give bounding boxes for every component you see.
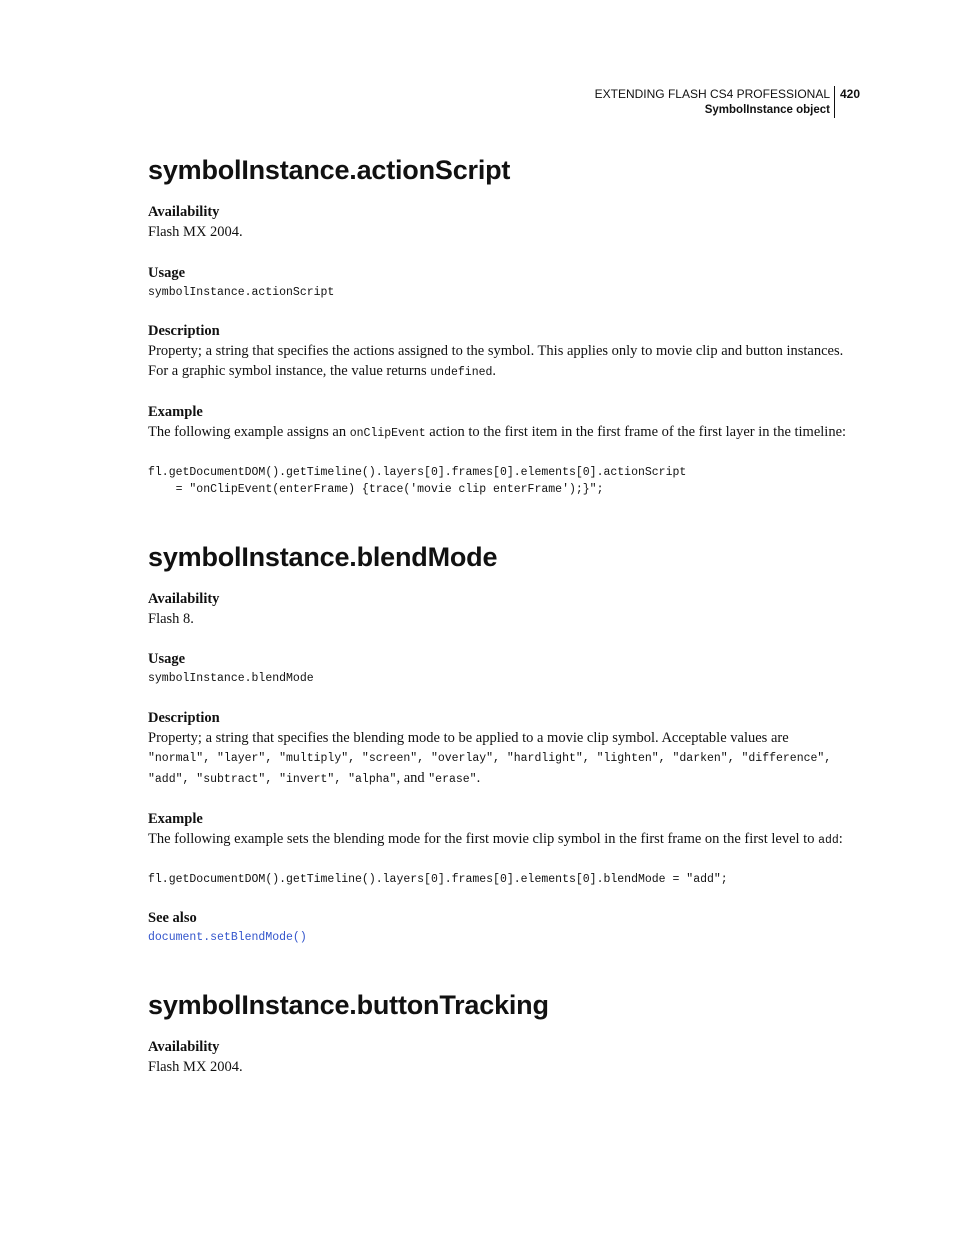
usage-heading: Usage <box>148 651 186 667</box>
description-text-part: Property; a string that specifies the actions assigned to the symbol. This applies only to movie clip and button instances. For a graphic symbol instance, the value returns <box>148 343 844 379</box>
example-text-part: The following example sets the blending mode for the first movie clip symbol in the first frame on the first level to <box>148 831 819 847</box>
inline-code: undefined <box>430 365 493 379</box>
description-text-part: . <box>492 362 497 379</box>
usage-code: symbolInstance.blendMode <box>148 672 314 685</box>
header-section: SymbolInstance object <box>704 104 830 116</box>
example-code-block <box>148 871 848 889</box>
example-text <box>148 423 848 444</box>
running-header <box>444 86 861 118</box>
code-line: fl.getDocumentDOM().getTimeline().layers[0].frames[0].elements[0].blendMode = "add"; <box>148 872 728 886</box>
example-text-part: : <box>838 831 843 847</box>
header-chapter: EXTENDING FLASH CS4 PROFESSIONAL <box>594 87 830 101</box>
page-content <box>148 150 848 1115</box>
description-text-part: . <box>476 769 481 786</box>
see-also-link[interactable]: document.setBlendMode() <box>148 931 307 944</box>
inline-code: add <box>818 834 839 847</box>
page-number: 420 <box>840 87 861 101</box>
availability-text: Flash 8. <box>148 610 194 627</box>
inline-code: onClipEvent <box>349 427 426 440</box>
example-text-part: The following example assigns an <box>148 424 350 440</box>
example-heading: Example <box>148 811 203 827</box>
header-text <box>595 86 830 118</box>
code-line: = "onClipEvent(enterFrame) {trace('movie clip enterFrame');}"; <box>148 483 604 496</box>
description-text-part: , and <box>396 769 429 786</box>
example-text <box>148 830 848 851</box>
availability-text: Flash MX 2004. <box>148 224 243 240</box>
see-also-heading: See also <box>148 910 197 926</box>
description-text-part: Property; a string that specifies the blending mode to be applied to a movie clip symbol. Acceptable values are <box>148 729 789 746</box>
description-text <box>148 729 848 790</box>
entry-blend-mode <box>148 537 848 947</box>
example-heading: Example <box>148 404 203 420</box>
availability-heading: Availability <box>148 204 220 220</box>
entry-title: symbolInstance.actionScript <box>148 155 511 185</box>
availability-heading: Availability <box>148 590 220 607</box>
entry-title: symbolInstance.buttonTracking <box>148 989 549 1020</box>
blend-mode-value-last: "erase" <box>428 772 477 786</box>
description-text <box>148 342 848 382</box>
availability-heading: Availability <box>148 1038 220 1055</box>
example-text-part: action to the first item in the first frame of the first layer in the timeline: <box>425 424 847 440</box>
entry-title: symbolInstance.blendMode <box>148 541 498 572</box>
example-code-block <box>148 464 848 499</box>
availability-text: Flash MX 2004. <box>148 1058 243 1075</box>
description-heading: Description <box>148 709 220 726</box>
blend-mode-values: "normal", "layer", "multiply", "screen", "overlay", "hardlight", "lighten", "darken", "difference", "add", "subtract", "invert", "alpha" <box>148 752 832 786</box>
code-line: fl.getDocumentDOM().getTimeline().layers[0].frames[0].elements[0].actionScript <box>148 465 687 479</box>
usage-heading: Usage <box>148 264 186 281</box>
entry-button-tracking <box>148 985 848 1078</box>
usage-code: symbolInstance.actionScript <box>148 285 335 299</box>
header-divider <box>834 86 835 118</box>
entry-action-script <box>148 150 848 499</box>
description-heading: Description <box>148 323 220 339</box>
